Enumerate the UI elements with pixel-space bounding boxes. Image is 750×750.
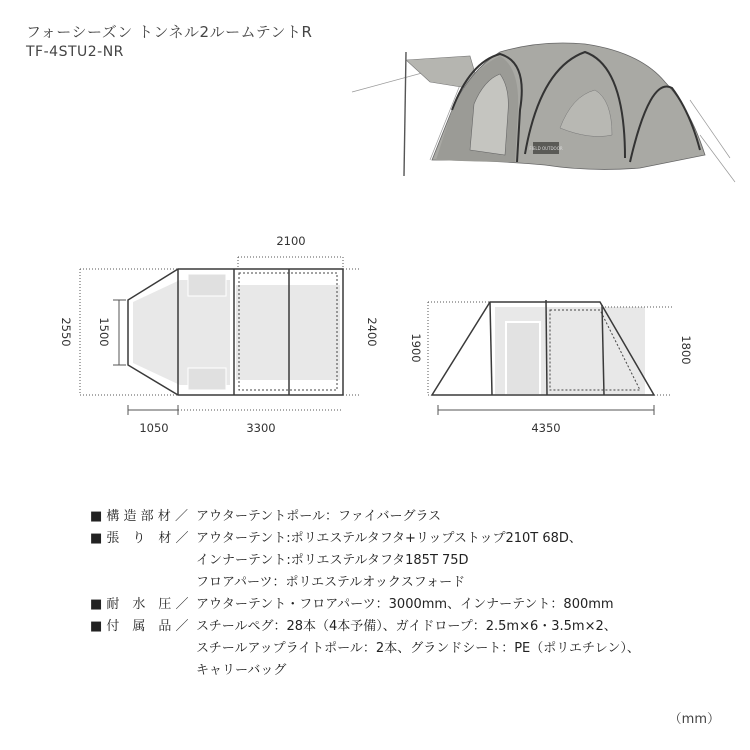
vestibule-mat bbox=[188, 368, 226, 390]
spec-line: アウターテントポール：ファイバーグラス bbox=[196, 509, 442, 524]
side-door-panel bbox=[506, 322, 540, 395]
spec-line: スチールアップライトポール：2本、グランドシート：PE（ポリエチレン）、 bbox=[196, 641, 640, 656]
spec-line: インナーテント:ポリエステルタフタ185T 75D bbox=[196, 553, 469, 568]
spec-lines bbox=[196, 616, 640, 682]
spec-label: ■ 付 属 品 ／ bbox=[90, 619, 189, 634]
spec-line: アウターテント・フロアパーツ：3000mm、インナーテント：800mm bbox=[196, 597, 614, 612]
dim-right-height: 2400 bbox=[365, 317, 379, 347]
vestibule-mat bbox=[188, 274, 226, 296]
spec-lines bbox=[196, 506, 441, 528]
dim-side-right-height: 1800 bbox=[679, 335, 693, 365]
product-title: フォーシーズン トンネル2ルームテントR bbox=[26, 23, 313, 41]
dim-side-left-height: 1900 bbox=[409, 333, 423, 363]
spec-list bbox=[90, 506, 640, 682]
model-number: TF-4STU2-NR bbox=[26, 44, 124, 60]
dim-bottom-right: 3300 bbox=[246, 421, 276, 435]
dim-side-width: 4350 bbox=[531, 421, 561, 435]
spec-lines bbox=[196, 528, 582, 594]
spec-row bbox=[90, 528, 640, 594]
spec-lines bbox=[196, 594, 614, 616]
dim-left-height: 2550 bbox=[59, 317, 73, 347]
dim-top-width: 2100 bbox=[276, 234, 306, 248]
side-pole bbox=[490, 302, 492, 395]
unit-label: （mm） bbox=[668, 712, 720, 727]
side-pole bbox=[546, 300, 547, 395]
spec-label: ■ 張 り 材 ／ bbox=[90, 531, 189, 546]
spec-row bbox=[90, 616, 640, 682]
spec-label: ■ 構 造 部 材 ／ bbox=[90, 509, 188, 524]
spec-row bbox=[90, 506, 640, 528]
spec-line: キャリーバッグ bbox=[196, 663, 287, 678]
dim-inner-height: 1500 bbox=[97, 317, 111, 347]
floor-shading bbox=[236, 285, 340, 380]
spec-line: フロアパーツ：ポリエステルオックスフォード bbox=[196, 575, 466, 590]
spec-label: ■ 耐 水 圧 ／ bbox=[90, 597, 189, 612]
spec-row bbox=[90, 594, 640, 616]
brand-logo-text: FIELD OUTDOOR bbox=[529, 146, 563, 151]
dim-bottom-left: 1050 bbox=[139, 421, 169, 435]
spec-line: アウターテント:ポリエステルタフタ+リップストップ210T 68D、 bbox=[196, 531, 582, 546]
spec-line: スチールペグ：28本（4本予備）、ガイドロープ：2.5m×6・3.5m×2、 bbox=[196, 619, 617, 634]
